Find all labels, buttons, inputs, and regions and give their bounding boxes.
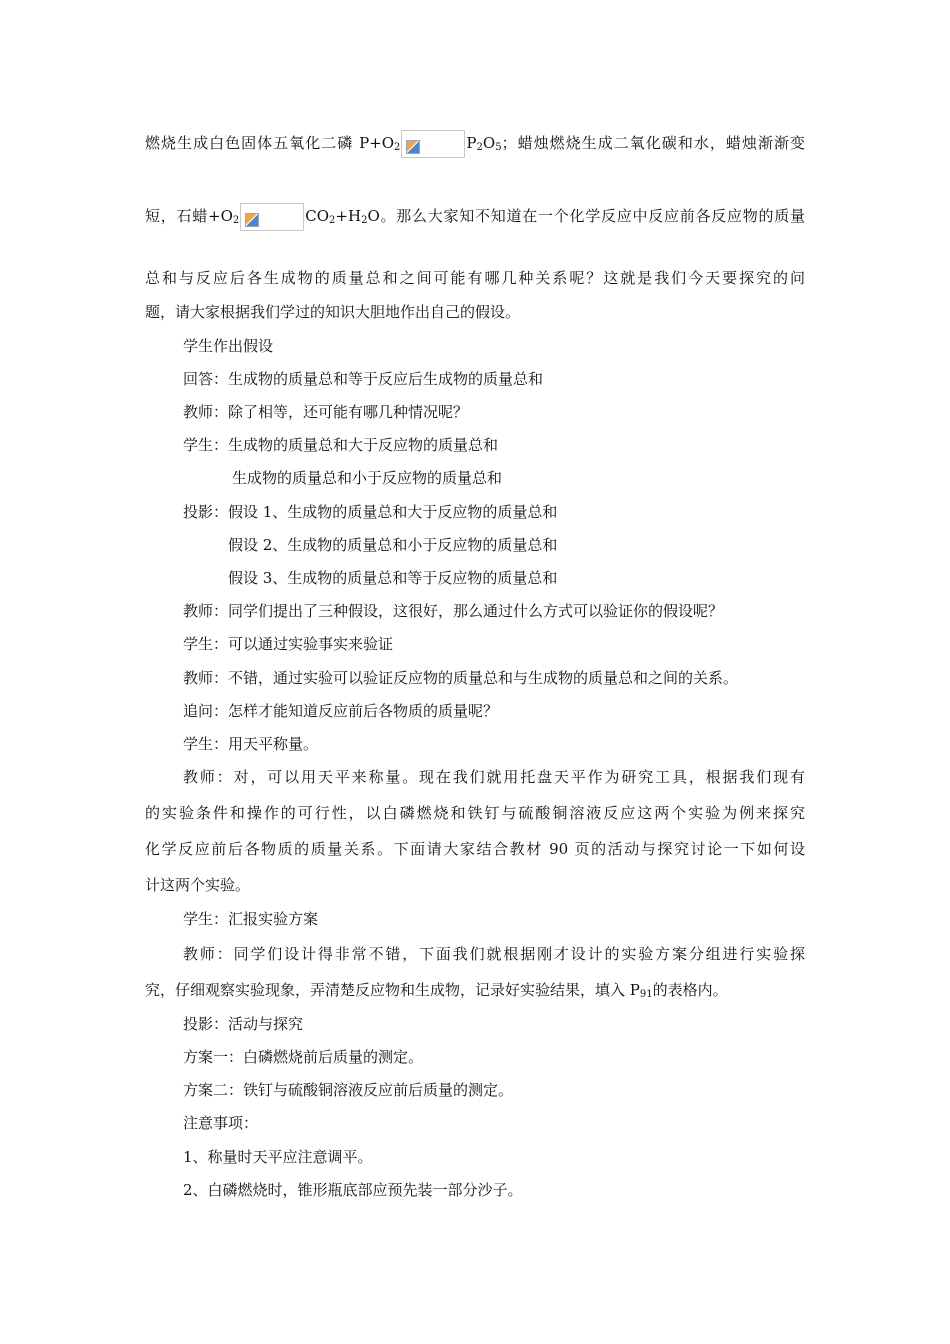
- paragraph-line-22: 学生：汇报实验方案: [183, 910, 319, 928]
- paragraph-line-24: [145, 980, 805, 1000]
- image-placeholder-icon: [406, 140, 420, 154]
- broken-image-icon: [240, 203, 304, 231]
- paragraph-line-26: 方案一：白磷燃烧前后质量的测定。: [183, 1048, 424, 1066]
- paragraph-line-13: 教师：同学们提出了三种假设，这很好，那么通过什么方式可以验证你的假设呢？: [183, 602, 724, 620]
- subscript: 5: [495, 142, 502, 153]
- paragraph-line-23: 教师：同学们设计得非常不错，下面我们就根据刚才设计的实验方案分组进行实验探: [183, 945, 805, 963]
- paragraph-line-4: 题，请大家根据我们学过的知识大胆地作出自己的假设。: [145, 303, 521, 321]
- paragraph-line-19: 的实验条件和操作的可行性，以白磷燃烧和铁钉与硫酸铜溶液反应这两个实验为例来探究: [145, 804, 805, 822]
- broken-image-icon: [401, 130, 465, 158]
- paragraph-line-15: 教师：不错，通过实验可以验证反应物的质量总和与生成物的质量总和之间的关系。: [183, 669, 739, 687]
- paragraph-line-21: 计这两个实验。: [145, 876, 251, 894]
- text: 的表格内。: [652, 981, 728, 999]
- text: ；蜡烛燃烧生成二氧化碳和水，蜡烛渐渐变: [501, 134, 805, 152]
- paragraph-line-16: 追问：怎样才能知道反应前后各物质的质量呢？: [183, 702, 499, 720]
- subscript: 2: [329, 215, 336, 226]
- paragraph-line-6: 回答：生成物的质量总和等于反应后生成物的质量总和: [183, 370, 544, 388]
- subscript: 91: [639, 989, 653, 1000]
- paragraph-line-17: 学生：用天平称量。: [183, 735, 319, 753]
- paragraph-line-18: 教师：对，可以用天平来称量。现在我们就用托盘天平作为研究工具，根据我们现有: [183, 768, 805, 786]
- paragraph-line-28: 注意事项：: [183, 1114, 259, 1132]
- image-placeholder-icon: [245, 213, 259, 227]
- paragraph-line-3: 总和与反应后各生成物的质量总和之间可能有哪几种关系呢？这就是我们今天要探究的问: [145, 269, 805, 287]
- text: O。那么大家知不知道在一个化学反应中反应前各反应物的质量: [367, 207, 805, 225]
- text: CO: [305, 207, 330, 225]
- paragraph-line-11: 假设 2、生成物的质量总和小于反应物的质量总和: [228, 536, 558, 554]
- paragraph-line-12: 假设 3、生成物的质量总和等于反应物的质量总和: [228, 569, 558, 587]
- paragraph-line-1: [145, 130, 805, 158]
- subscript: 2: [476, 142, 483, 153]
- paragraph-line-30: 2、白磷燃烧时，锥形瓶底部应预先装一部分沙子。: [183, 1181, 523, 1199]
- text: 究，仔细观察实验现象，弄清楚反应物和生成物，记录好实验结果，填入 P: [145, 981, 640, 999]
- paragraph-line-7: 教师：除了相等，还可能有哪几种情况呢？: [183, 403, 469, 421]
- subscript: 2: [232, 215, 240, 226]
- text: +H: [335, 207, 362, 225]
- paragraph-line-25: 投影：活动与探究: [183, 1015, 304, 1033]
- paragraph-line-29: 1、称量时天平应注意调平。: [183, 1148, 373, 1166]
- paragraph-line-27: 方案二：铁钉与硫酸铜溶液反应前后质量的测定。: [183, 1081, 514, 1099]
- subscript: 2: [394, 142, 401, 153]
- subscript: 2: [361, 215, 368, 226]
- paragraph-line-14: 学生：可以通过实验事实来验证: [183, 635, 394, 653]
- paragraph-line-9: 生成物的质量总和小于反应物的质量总和: [232, 469, 503, 487]
- paragraph-line-2: [145, 203, 805, 231]
- text: P: [466, 134, 477, 152]
- paragraph-line-8: 学生：生成物的质量总和大于反应物的质量总和: [183, 436, 499, 454]
- text: 短，石蜡+O: [145, 207, 233, 225]
- text: 燃烧生成白色固体五氧化二磷 P+O: [145, 134, 395, 152]
- paragraph-line-5: 学生作出假设: [183, 337, 274, 355]
- paragraph-line-20: 化学反应前后各物质的质量关系。下面请大家结合教材 90 页的活动与探究讨论一下如何设: [145, 840, 805, 858]
- paragraph-line-10: 投影：假设 1、生成物的质量总和大于反应物的质量总和: [183, 503, 558, 521]
- text: O: [482, 134, 496, 152]
